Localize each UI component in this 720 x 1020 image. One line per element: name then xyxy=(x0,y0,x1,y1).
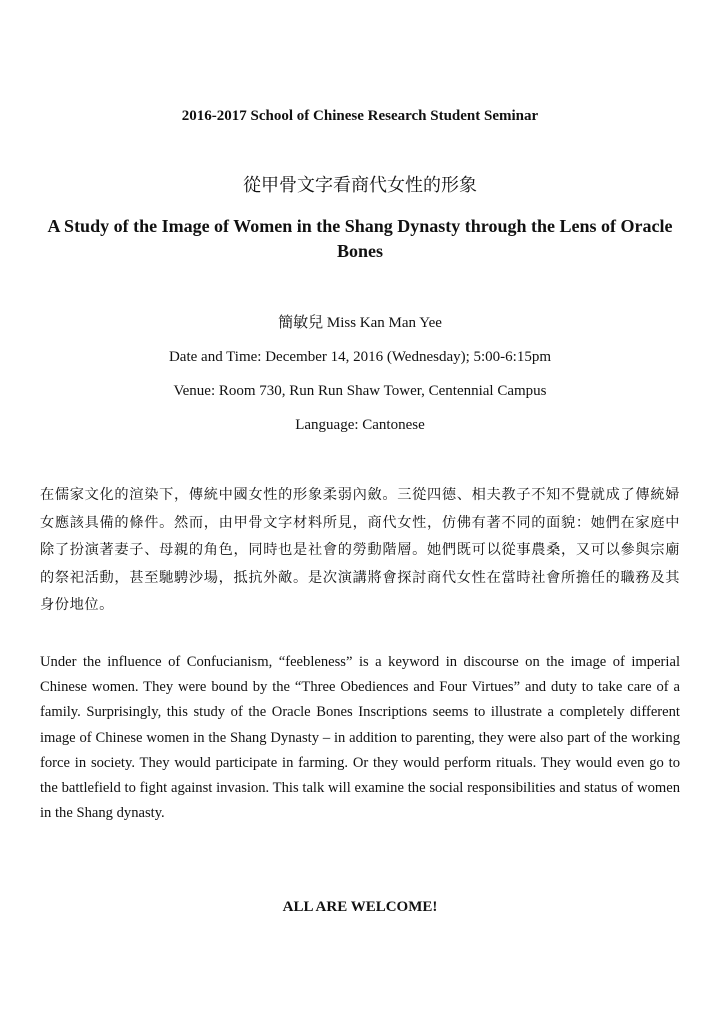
speaker-name-en: Miss Kan Man Yee xyxy=(326,315,442,331)
chinese-title: 從甲骨文字看商代女性的形象 xyxy=(243,175,477,196)
welcome-message: ALL ARE WELCOME! xyxy=(282,899,438,915)
venue-line: Venue: Room 730, Run Run Shaw Tower, Centennial Campus xyxy=(173,383,547,399)
english-title: A Study of the Image of Women in the Shang Dynasty through the Lens of Oracle Bones xyxy=(47,216,673,261)
date-time-line: Date and Time: December 14, 2016 (Wednesday); 5:00-6:15pm xyxy=(168,349,552,365)
speaker-line xyxy=(0,312,720,333)
seminar-series-heading: 2016-2017 School of Chinese Research Student Seminar xyxy=(181,108,539,124)
abstract-chinese: 在儒家文化的渲染下，傳統中國女性的形象柔弱內斂。三從四德、相夫教子不知不覺就成了傳統婦女應該具備的條件。然而，由甲骨文字材料所見，商代女性，仿佛有著不同的面貌：她們在家庭中除了扮演著妻子、母親的角色，同時也是社會的勞動階層。她們既可以從事農桑，又可以參與宗廟的祭祀活動，甚至馳騁沙場，抵抗外敵。是次演講將會探討商代女性在當時社會所擔任的職務及其身份地位。 xyxy=(40,487,680,613)
abstract-english: Under the influence of Confucianism, “feebleness” is a keyword in discourse on the image of imperial Chinese women. They were bound by the “Three Obediences and Four Virtues” and duty to take care of a family. Surprisingly, this study of the Oracle Bones Inscriptions seems to illustrate a completely different image of Chinese women in the Shang Dynasty – in addition to parenting, they were also part of the working force in society. They would participate in farming. Or they would perform rituals. They would even go to the battlefield to fight against invasion. This talk will examine the social responsibilities and status of women in the Shang dynasty. xyxy=(40,654,680,822)
language-line: Language: Cantonese xyxy=(295,417,425,433)
speaker-name-zh: 簡敏兒 xyxy=(278,313,324,331)
